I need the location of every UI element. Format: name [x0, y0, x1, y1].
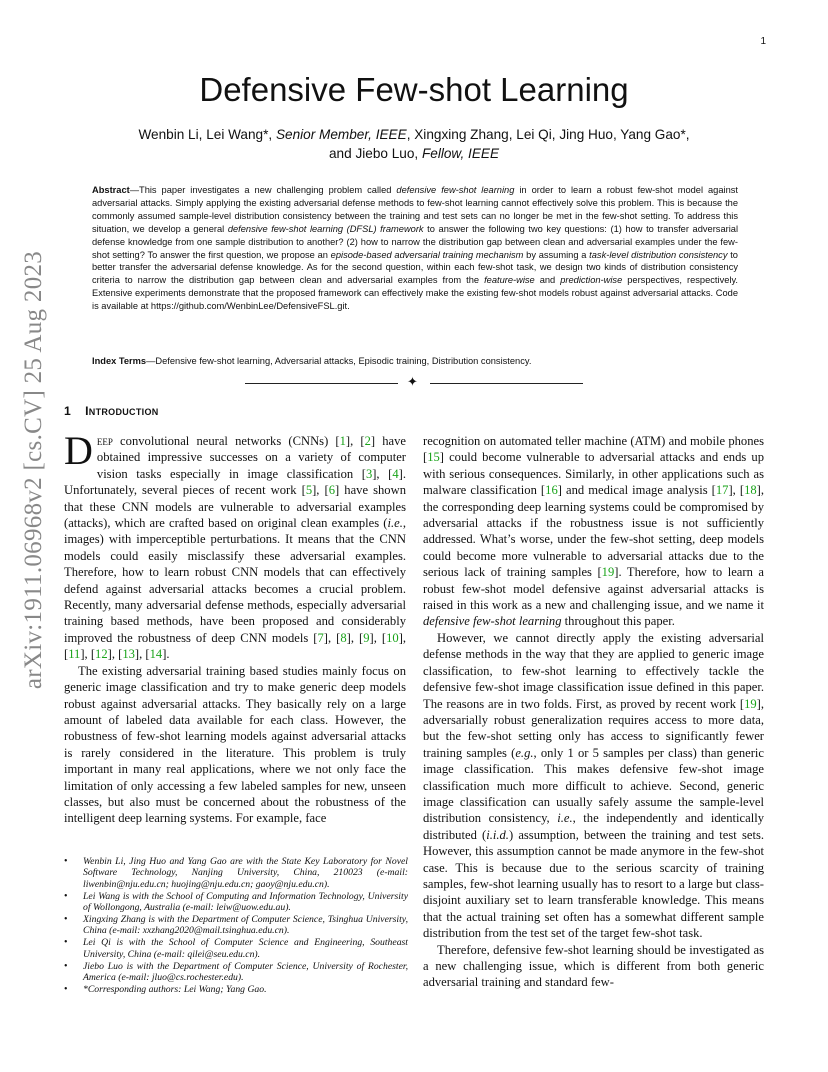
citation-link[interactable]: 18 [744, 483, 757, 498]
citation-link[interactable]: 10 [386, 630, 399, 645]
intro-paragraph-2: The existing adversarial training based studies mainly focus on generic image classification and try to make generic deep models robust against adversarial attacks. They basically rely on a large amount of labeled data available for each class. However, the robustness of few-shot learning models against adversarial attacks is rarely considered in the literature. This problem is truly important in many real applications, where we not only face the limitation of only accessing a few labeled samples for new, unseen classes, but also must be concerned about the robustness of the intelligent deep learning systems. For example, face [64, 663, 406, 826]
citation-link[interactable]: 5 [305, 483, 313, 498]
arxiv-watermark [0, 0, 60, 1072]
right-column [423, 433, 764, 991]
index-terms-label: Index Terms [92, 356, 147, 366]
citation-link[interactable]: 11 [68, 647, 81, 662]
citation-link[interactable]: 6 [328, 483, 336, 498]
author-footnotes [64, 856, 408, 996]
author-list: Wenbin Li, Lei Wang*, Senior Member, IEEE, Xingxing Zhang, Lei Qi, Jing Huo, Yang Gao*, and Jiebo Luo, Fellow, IEEE [138, 127, 690, 161]
index-terms: Index Terms—Defensive few-shot learning, Adversarial attacks, Episodic training, Distribution consistency. [92, 356, 532, 366]
intro-paragraph-3: recognition on automated teller machine (ATM) and mobile phones [15] could become vulnerable to adversarial attacks and ends up with serious consequences. Similarly, in other applications such as malware classification [16] and medical image analysis [17], [18], the corresponding deep learning systems could be compromised by adversarial attacks if the robustness issue is not sufficiently addressed. What’s worse, under the few-shot setting, deep models could become more vulnerable to adversarial attacks due to the serious lack of training samples [19]. Therefore, how to learn a robust few-shot model defensive against adversarial attacks is raised in this work as a new and challenging issue, and we name it defensive few-shot learning throughout this paper. [423, 434, 764, 629]
left-column [64, 428, 407, 827]
footnote-item: • Jiebo Luo is with the Department of Computer Science, University of Rochester, America (e-mail: jluo@cs.rochester.edu). [64, 961, 408, 984]
citation-link[interactable]: 17 [715, 483, 729, 498]
divider-diamond-icon: ✦ [407, 375, 418, 390]
paper-title: Defensive Few-shot Learning [199, 71, 629, 108]
arxiv-id: arXiv:1911.06968v2 [cs.CV] 25 Aug 2023 [20, 250, 47, 690]
citation-link[interactable]: 8 [340, 630, 347, 645]
citation-link[interactable]: 16 [545, 483, 558, 498]
citation-link[interactable]: 9 [363, 630, 370, 645]
citation-link[interactable]: 12 [95, 647, 108, 662]
intro-paragraph-4: However, we cannot directly apply the existing adversarial defense methods in the way that they are applied to generic image classification, to few-shot learning to effectively tackle the defensive few-shot image classification issue defined in this paper. The reasons are in two folds. First, as proved by recent work [19], adversarially robust generalization requires access to more data, but the few-shot setting only has access to significantly fewer training samples (e.g., only 1 or 5 samples per class) than generic image classification. This makes defensive few-shot image classification much more difficult to achieve. Second, generic image classification can usually safely assume the sample-level distribution consistency, i.e., the independently and identically distributed (i.i.d.) assumption, between the training and test sets. However, this assumption cannot be made anymore in the few-shot case. This is because due to the serious scarcity of training samples, few-shot learning usually has to resort to a large but class-disjoint auxiliary set to learn transferable knowledge. This means that the actual training set often has a somewhat different sample distribution from the test set of the target few-shot task. [423, 630, 764, 941]
citation-link[interactable]: 3 [365, 466, 373, 481]
page-number: 1 [760, 36, 766, 47]
citation-link[interactable]: 19 [744, 696, 757, 711]
section-divider [245, 377, 583, 391]
citation-link[interactable]: 14 [149, 647, 163, 662]
footnote-item: • Lei Wang is with the School of Computing and Information Technology, University of Wollongong, Australia (e-mail: leiw@uow.edu.au). [64, 891, 408, 914]
footnote-item: • Lei Qi is with the School of Computer Science and Engineering, Southeast University, China (e-mail: qilei@seu.edu.cn). [64, 937, 408, 960]
citation-link[interactable]: 7 [317, 630, 324, 645]
citation-link[interactable]: 13 [122, 647, 135, 662]
citation-link[interactable]: 2 [364, 434, 371, 448]
intro-paragraph-5: Therefore, defensive few-shot learning should be investigated as a new challenging issue, which is different from both generic adversarial training and standard few- [423, 942, 764, 990]
drop-cap: D [64, 428, 93, 473]
footnote-item: • Wenbin Li, Jing Huo and Yang Gao are with the State Key Laboratory for Novel Software Technology, Nanjing University, China, 210023 (e-mail: liwenbin@nju.edu.cn; huojing@nju.edu.cn; gaoy@nju.edu.cn). [64, 856, 408, 890]
citation-link[interactable]: 19 [601, 565, 615, 580]
citation-link[interactable]: 15 [427, 450, 440, 465]
intro-paragraph-1: Deep convolutional neural networks (CNNs) [1], [2] have obtained impressive successes on a variety of computer vision tasks especially in image classification [3], [4]. Unfortunately, several pieces of recent work [5], [6] have shown that these CNN models are vulnerable to adversarial examples (attacks), which are crafted based on original clean examples (i.e., images) with imperceptible perturbations. It means that the CNN models could easily misclassify these adversarial examples. Therefore, how to learn robust CNN models that can effectively defend against adversarial attacks becomes a crucial problem. Recently, many adversarial defense methods, especially adversarial training based methods, have been proposed and considerably improved the robustness of deep CNN models [7], [8], [9], [10], [11], [12], [13], [14]. [64, 428, 407, 662]
citation-link[interactable]: 4 [392, 466, 399, 481]
citation-link[interactable]: 1 [339, 434, 346, 448]
footnote-item: • *Corresponding authors: Lei Wang; Yang Gao. [64, 984, 408, 995]
footnote-item: • Xingxing Zhang is with the Department of Computer Science, Tsinghua University, China (e-mail: xxzhang2020@mail.tsinghua.edu.cn). [64, 914, 408, 937]
section-heading: 1 Introduction [64, 404, 159, 418]
abstract: Abstract—This paper investigates a new challenging problem called defensive few-shot learning in order to learn a robust few-shot model against adversarial attacks. Simply applying the existing adversarial defense methods to few-shot learning cannot effectively solve this problem. This is because the commonly assumed sample-level distribution consistency between the training and test sets can no longer be met in the few-shot setting. To address this situation, we develop a general defensive few-shot learning (DFSL) framework to answer the following two key questions: (1) how to transfer adversarial defense knowledge from one sample distribution to another? (2) how to narrow the distribution gap between clean and adversarial examples under the few-shot setting? To answer the first question, we propose an episode-based adversarial training mechanism by assuming a task-level distribution consistency to better transfer the adversarial defense knowledge. As for the second question, within each few-shot task, we design two kinds of distribution consistency criteria to narrow the distribution gap between clean and adversarial examples from the feature-wise and prediction-wise perspectives, respectively. Extensive experiments demonstrate that the proposed framework can effectively make the existing few-shot models robust against adversarial attacks. Code is available at https://github.com/WenbinLee/DefensiveFSL.git. [92, 185, 739, 312]
abstract-label: Abstract [92, 185, 130, 195]
